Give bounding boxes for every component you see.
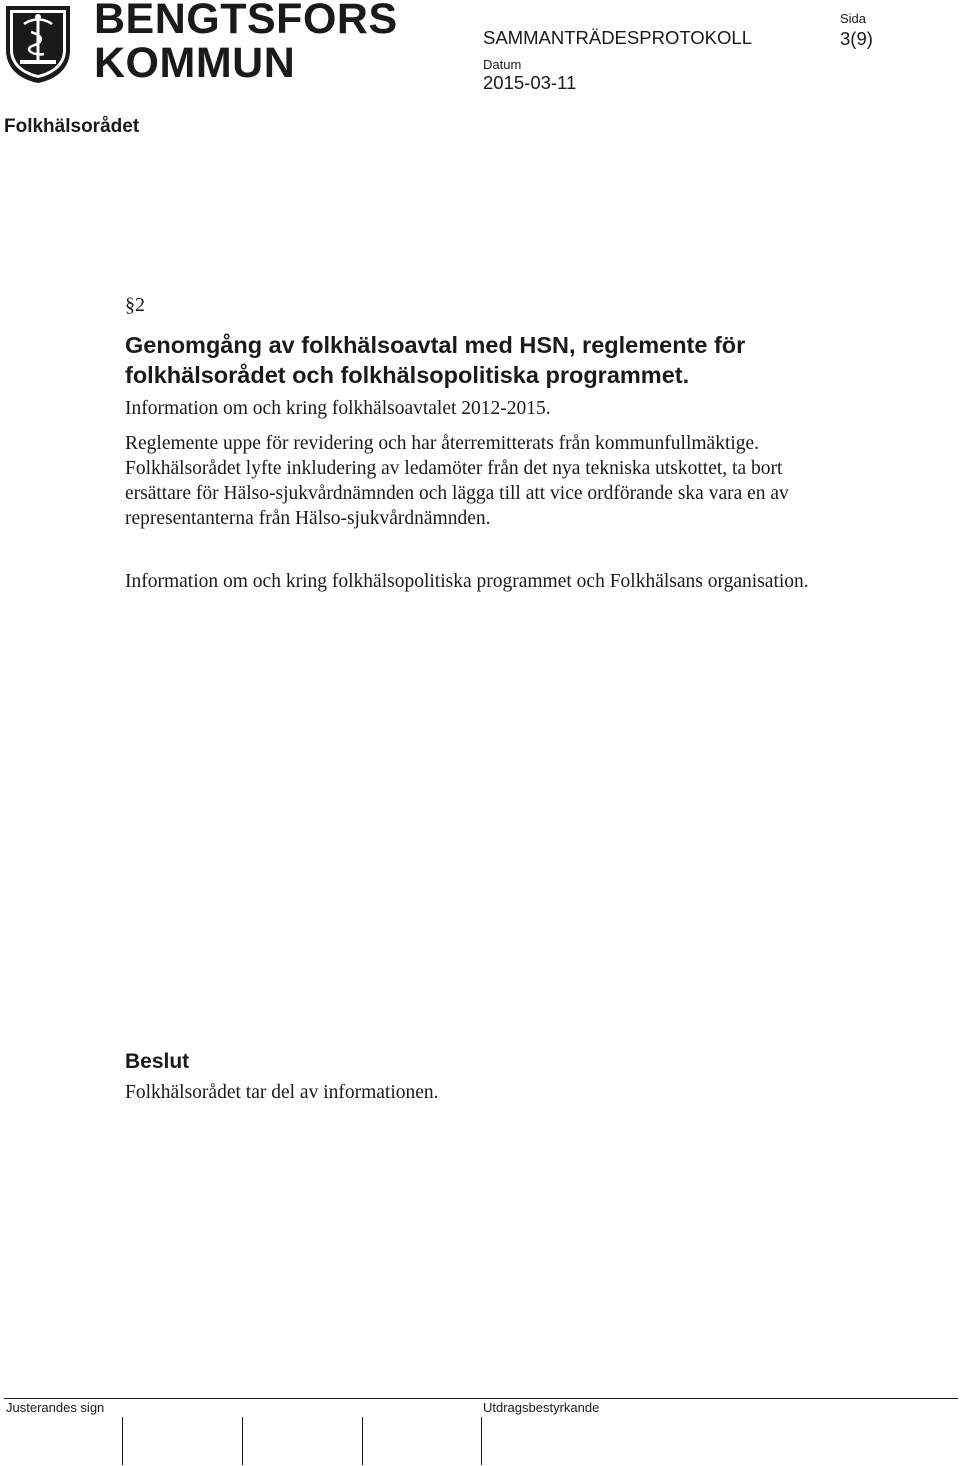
signature-box-divider: [481, 1417, 482, 1465]
decision-heading: Beslut: [125, 1050, 190, 1073]
section-heading: Genomgång av folkhälsoavtal med HSN, reglemente för folkhälsorådet och folkhälsopolitiska programmet.: [125, 332, 746, 388]
date-caption: Datum: [483, 57, 522, 72]
paragraph: Reglemente uppe för revidering och har återremitterats från kommunfullmäktige. Folkhälsorådet lyfte inkludering av ledamöter från det nya tekniska utskottet, ta bort ersättare för Hälso-sjukvårdnämnden och lägga till att vice ordförande ska vara en av representanterna från Hälso-sjukvårdnämnden.: [125, 433, 789, 529]
date-value: 2015-03-11: [483, 72, 577, 93]
paragraph: Information om och kring folkhälsopolitiska programmet och Folkhälsans organisation.: [125, 571, 809, 592]
page-caption: Sida: [840, 11, 867, 26]
decision-text: Folkhälsorådet tar del av informationen.: [125, 1082, 439, 1103]
signature-box-divider: [122, 1417, 123, 1465]
municipal-coat-of-arms-icon: [4, 4, 72, 84]
document-type: SAMMANTRÄDESPROTOKOLL: [483, 27, 752, 48]
page-number: 3(9): [840, 28, 873, 49]
section-number: §2: [125, 294, 145, 316]
brand-name-line2: KOMMUN: [94, 39, 296, 87]
signature-box-divider: [362, 1417, 363, 1465]
extract-certification-label: Utdragsbestyrkande: [483, 1400, 600, 1415]
paragraph: Information om och kring folkhälsoavtalet 2012-2015.: [125, 398, 551, 419]
organ-title: Folkhälsorådet: [4, 116, 140, 137]
footer-divider: [4, 1398, 958, 1399]
signature-box-divider: [242, 1417, 243, 1465]
signature-label: Justerandes sign: [6, 1400, 105, 1415]
brand-name-line1: BENGTSFORS: [94, 0, 398, 43]
